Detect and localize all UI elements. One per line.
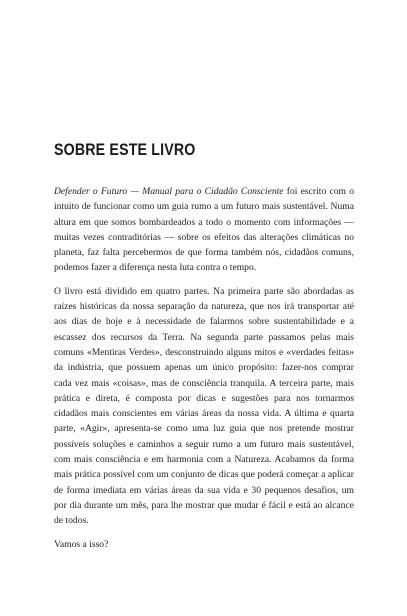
paragraph-structure: O livro está dividido em quatro partes. Na primeira parte são abordadas as raízes históricas da nossa separação da natureza, que nos irá transportar até aos dias de hoje e à necessidade de falarmos sobre sustentabilidade e a escassez dos recursos da Terra. Na segunda parte passamos pelas mais comuns «Mentiras Verdes», desconstruindo alguns mitos e «verdades feitas» da indústria, que possuem apenas um único propósito: fazer-nos comprar cada vez mais «coisas», mas de consciência tranquila. A terceira parte, mais prática e direta, é composta por dicas e sugestões para nos tornarmos cidadãos mais conscientes em várias áreas da nossa vida. A última e quarta parte, «Agir», apresenta-se como uma luz guia que nos pretende mostrar possíveis soluções e caminhos a seguir rumo a um futuro mais sustentável, com mais consciência e em harmonia com a Natureza. Acabamos da forma mais prática possível com um conjunto de dicas que poderá começar a aplicar de forma imediata em várias áreas da sua vida e 30 pequenos desafios, um por dia durante um mês, para lhe mostrar que mudar é fácil e está ao alcance de todos. — [54, 285, 354, 527]
section-body — [54, 184, 354, 560]
paragraph-intro-text: foi escrito com o intuito de funcionar como um guia rumo a um futuro mais sustentável. Numa altura em que somos bombardeados a todo o momento com informações — muitas vezes contraditórias — sobre os efeitos das alterações climáticas no planeta, faz falta percebermos de que forma também nós, cidadãos comuns, podemos fazer a diferença nesta luta contra o tempo. — [54, 186, 355, 274]
section-heading: SOBRE ESTE LIVRO — [54, 141, 196, 159]
book-title-italic: Defender o Futuro — Manual para o Cidadão Consciente — [54, 186, 284, 197]
paragraph-closing: Vamos a isso? — [54, 538, 109, 550]
paragraph-intro — [54, 184, 354, 276]
